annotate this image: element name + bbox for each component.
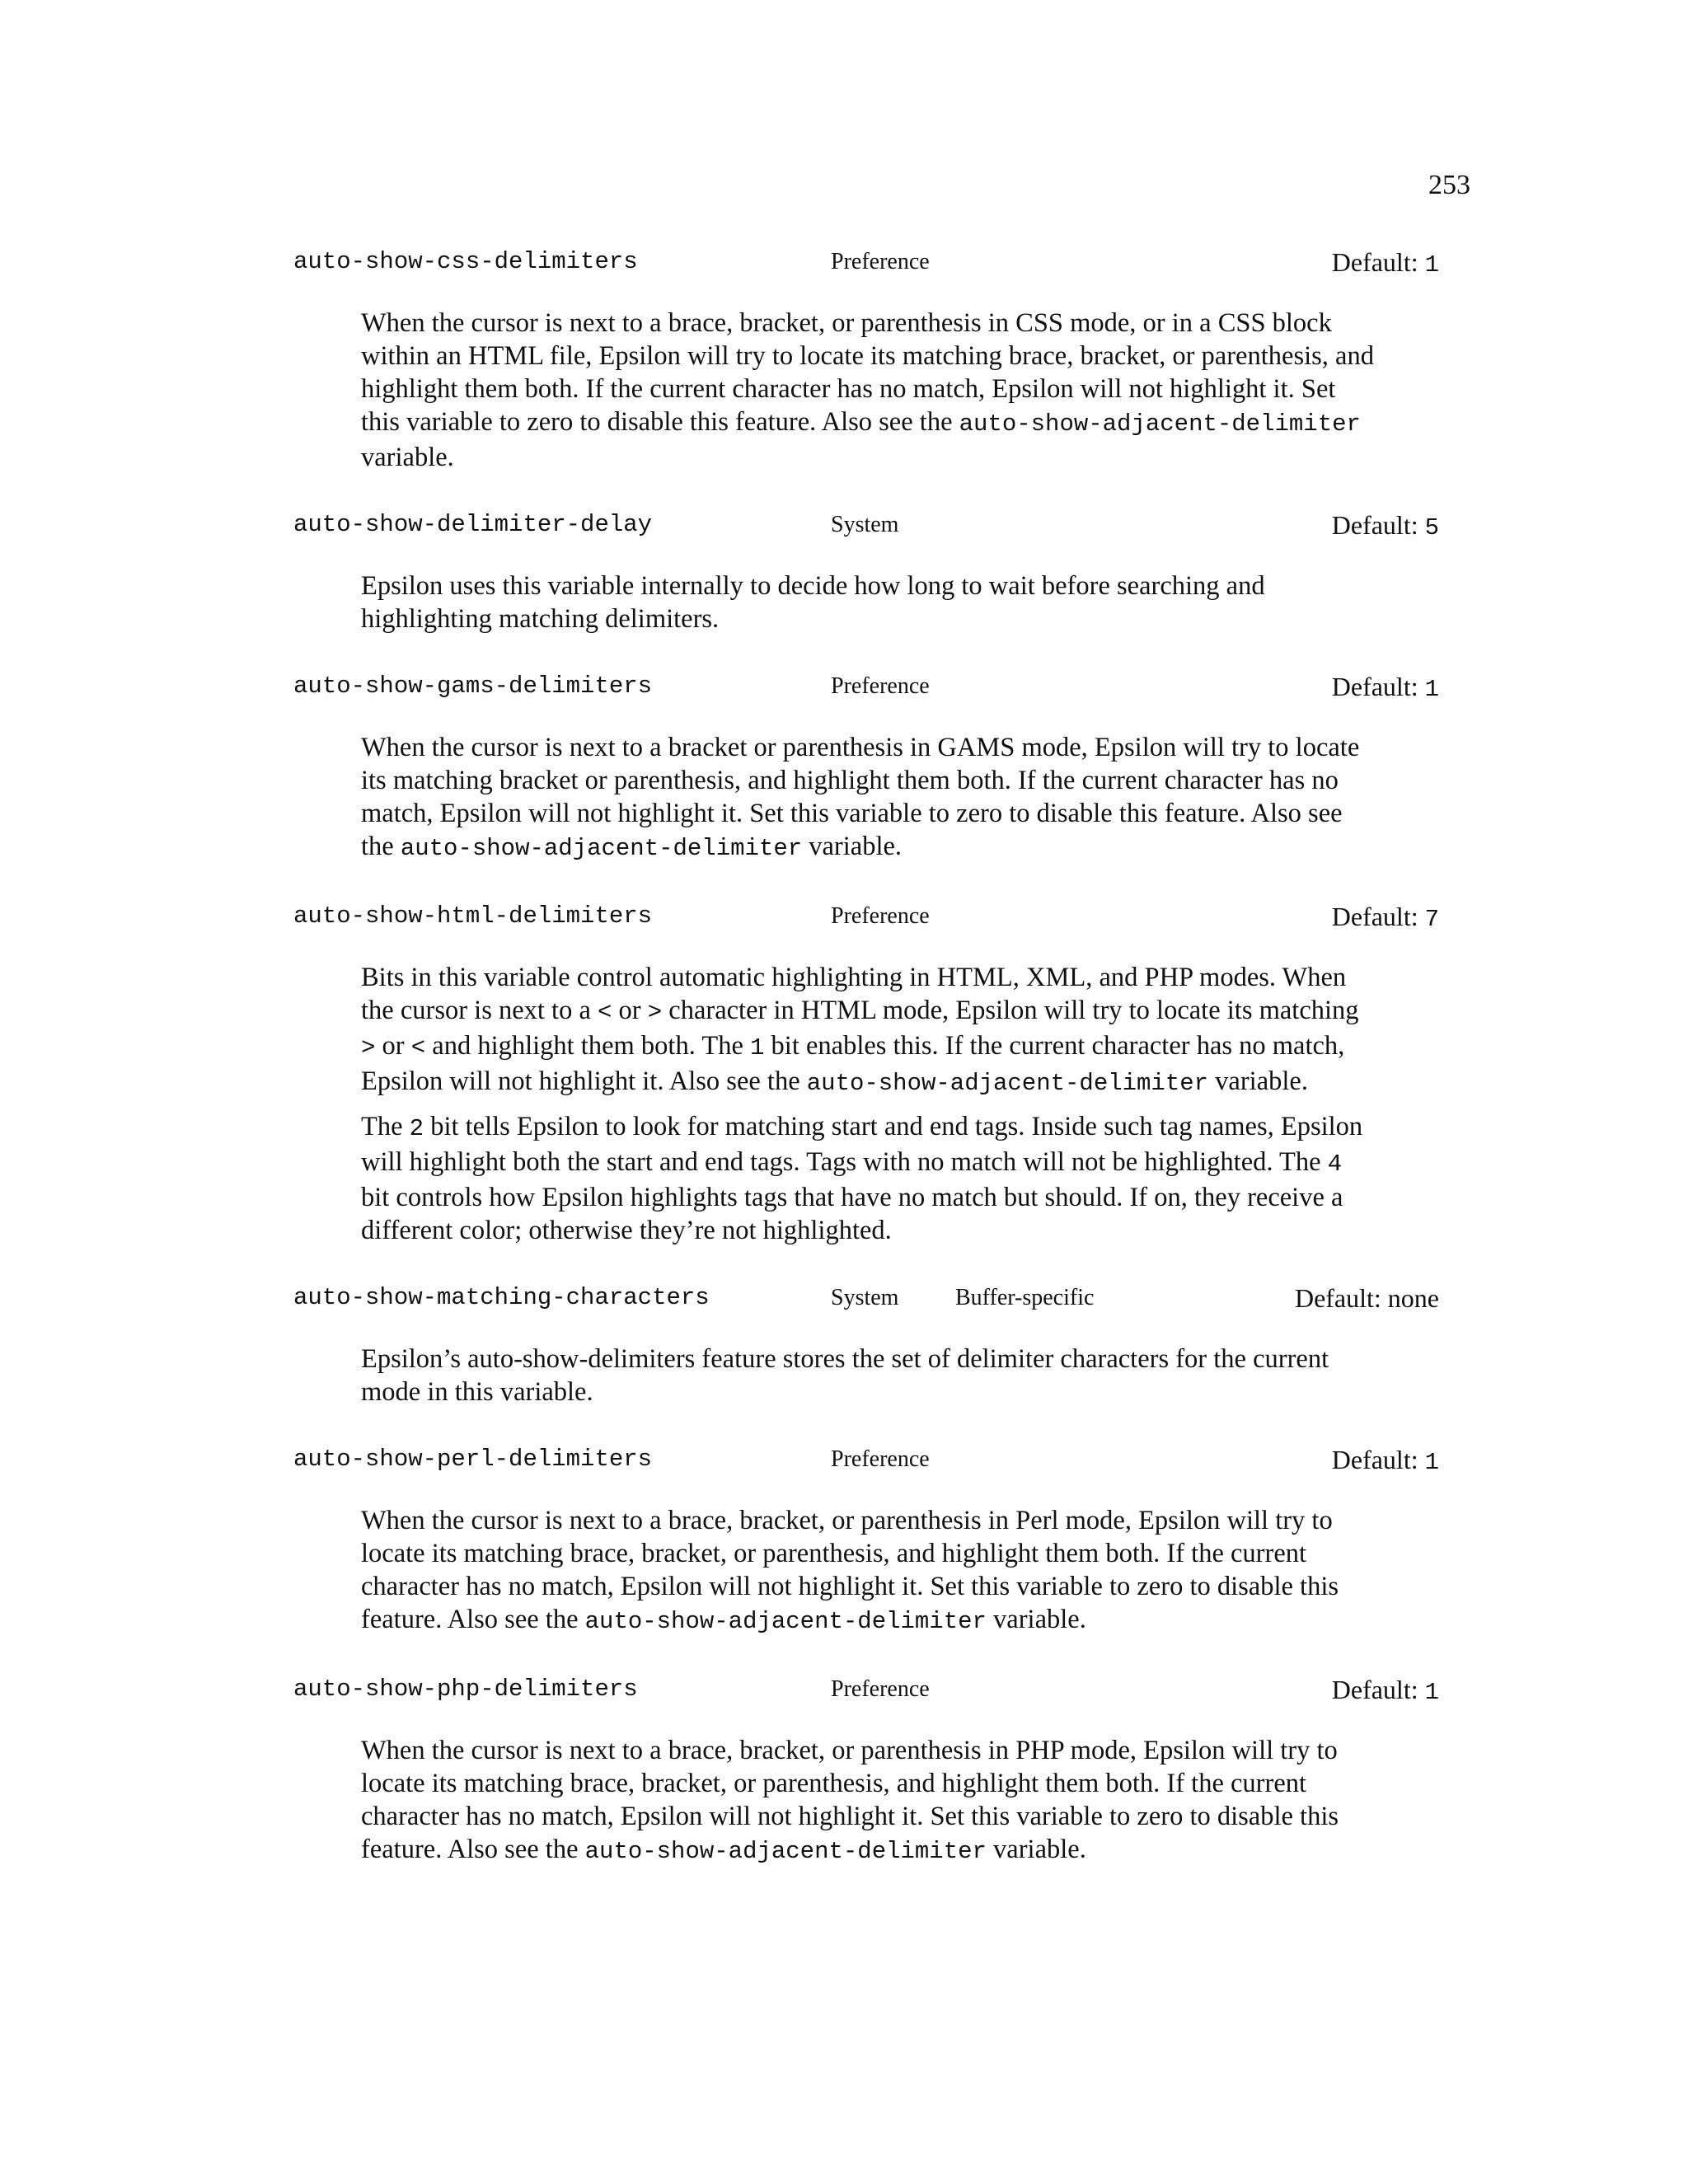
description-paragraph <box>361 731 1375 865</box>
variable-type: System <box>831 1285 899 1310</box>
code-reference: 2 <box>409 1115 424 1142</box>
entry-header <box>293 1670 1439 1709</box>
description-text: When the cursor is next to a brace, bracket, or parenthesis in PHP mode, Epsilon will try to locate its matching brace, bracket, or parenthesis, and highlight them both. If the current character has no match, Epsilon will not highlight it. Set this variable to zero to disable this feature. Also see the <box>361 1736 1339 1864</box>
description-text: variable. <box>802 832 903 861</box>
variable-entry <box>293 242 1439 474</box>
default-label: Default: <box>1331 247 1418 277</box>
description-text: variable. <box>361 443 454 472</box>
page-number: 253 <box>1428 170 1470 200</box>
entry-header <box>293 1278 1439 1318</box>
code-reference: > <box>361 1034 376 1062</box>
entry-description <box>361 1504 1375 1638</box>
variable-name: auto-show-matching-characters <box>293 1284 710 1311</box>
entry-header <box>293 505 1439 545</box>
default-value: 1 <box>1424 1679 1439 1706</box>
description-paragraph <box>361 1504 1375 1638</box>
variable-type: System <box>831 512 899 537</box>
default-value: 5 <box>1424 514 1439 541</box>
description-text: bit tells Epsilon to look for matching start and end tags. Inside such tag names, Epsilon will highlight both the start and end tags. Tags with no match will not be highlighted. The <box>361 1112 1363 1177</box>
entry-header <box>293 897 1439 936</box>
code-reference: < <box>598 999 612 1026</box>
description-paragraph <box>361 1734 1375 1868</box>
entry-description <box>361 1734 1375 1868</box>
description-text: bit controls how Epsilon highlights tags that have no match but should. If on, they receive a different color; otherwise they’re not highlighted. <box>361 1183 1343 1245</box>
variable-name: auto-show-html-delimiters <box>293 902 653 930</box>
code-reference: auto-show-adjacent-delimiter <box>400 835 803 862</box>
variable-entries <box>293 242 1439 1900</box>
code-reference: auto-show-adjacent-delimiter <box>584 1608 987 1635</box>
entry-description <box>361 961 1375 1247</box>
variable-type: Preference <box>831 1676 930 1702</box>
variable-name: auto-show-php-delimiters <box>293 1675 638 1703</box>
variable-entry <box>293 667 1439 865</box>
variable-name: auto-show-css-delimiters <box>293 248 638 275</box>
default-label: Default: <box>1331 510 1418 540</box>
code-reference: auto-show-adjacent-delimiter <box>959 410 1361 438</box>
variable-entry <box>293 1278 1439 1408</box>
default-value: 1 <box>1424 251 1439 279</box>
description-text: and highlight them both. The <box>425 1031 751 1061</box>
description-paragraph <box>361 569 1375 635</box>
default-label: Default: <box>1294 1283 1381 1313</box>
description-text: variable. <box>1208 1066 1308 1096</box>
variable-name: auto-show-gams-delimiters <box>293 673 653 700</box>
variable-name: auto-show-perl-delimiters <box>293 1446 653 1473</box>
description-paragraph <box>361 1110 1375 1247</box>
code-reference: auto-show-adjacent-delimiter <box>806 1070 1209 1097</box>
default-value: 1 <box>1424 1449 1439 1476</box>
default-label: Default: <box>1331 672 1418 701</box>
entry-description <box>361 1343 1375 1408</box>
description-paragraph <box>361 307 1375 474</box>
variable-entry <box>293 1440 1439 1638</box>
description-text: The <box>361 1112 410 1141</box>
description-text: or <box>375 1031 411 1061</box>
code-reference: < <box>410 1034 426 1062</box>
description-text: Epsilon uses this variable internally to decide how long to wait before searching and highlighting matching delimiters. <box>361 571 1265 634</box>
default-value: none <box>1387 1283 1439 1313</box>
variable-default <box>1332 667 1439 710</box>
variable-type: Preference <box>831 903 930 929</box>
default-value: 7 <box>1424 906 1439 933</box>
variable-scope: Buffer-specific <box>955 1285 1095 1310</box>
default-value: 1 <box>1424 676 1439 703</box>
variable-entry <box>293 1670 1439 1868</box>
description-text: variable. <box>986 1835 1086 1864</box>
variable-default <box>1332 242 1439 285</box>
description-text: When the cursor is next to a brace, bracket, or parenthesis in CSS mode, or in a CSS block within an HTML file, Epsilon will try to locate its matching brace, bracket, or parenthesis, and highlight them both. If the current character has no match, Epsilon will not highlight it. Set this variable to zero to disable this feature. Also see the <box>361 308 1374 437</box>
code-reference: > <box>647 999 663 1026</box>
description-text: variable. <box>986 1605 1086 1634</box>
entry-description <box>361 307 1375 474</box>
variable-default <box>1332 505 1439 548</box>
entry-header <box>293 1440 1439 1479</box>
default-label: Default: <box>1331 1675 1418 1704</box>
variable-default <box>1332 1670 1439 1713</box>
description-paragraph <box>361 961 1375 1100</box>
entry-header <box>293 667 1439 706</box>
description-paragraph <box>361 1343 1375 1408</box>
default-label: Default: <box>1331 902 1418 931</box>
variable-default <box>1332 1440 1439 1483</box>
variable-default <box>1295 1278 1439 1318</box>
code-reference: 1 <box>750 1034 765 1062</box>
code-reference: auto-show-adjacent-delimiter <box>584 1838 987 1865</box>
variable-name: auto-show-delimiter-delay <box>293 511 653 538</box>
variable-entry <box>293 505 1439 635</box>
entry-description <box>361 731 1375 865</box>
variable-type: Preference <box>831 249 930 274</box>
code-reference: 4 <box>1327 1151 1343 1178</box>
entry-description <box>361 569 1375 635</box>
description-text: character in HTML mode, Epsilon will try to locate its matching <box>662 996 1359 1025</box>
variable-entry <box>293 897 1439 1247</box>
description-text: Bits in this variable control automatic highlighting in HTML, XML, and PHP modes. When the cursor is next to a <box>361 963 1347 1025</box>
description-text: or <box>612 996 648 1025</box>
entry-header <box>293 242 1439 282</box>
description-text: bit enables this. If the current character has no match, Epsilon will not highlight it. Also see the <box>361 1031 1345 1096</box>
description-text: When the cursor is next to a brace, bracket, or parenthesis in Perl mode, Epsilon will try to locate its matching brace, bracket, or parenthesis, and highlight them both. If the current character has no match, Epsilon will not highlight it. Set this variable to zero to disable this feature. Also see the <box>361 1506 1339 1634</box>
variable-default <box>1332 897 1439 940</box>
description-text: Epsilon’s auto-show-delimiters feature stores the set of delimiter characters for the current mode in this variable. <box>361 1344 1329 1407</box>
variable-type: Preference <box>831 673 930 699</box>
description-text: When the cursor is next to a bracket or parenthesis in GAMS mode, Epsilon will try to locate its matching bracket or parenthesis, and highlight them both. If the current character has no match, Epsilon will not highlight it. Set this variable to zero to disable this feature. Also see the <box>361 733 1360 861</box>
default-label: Default: <box>1331 1445 1418 1474</box>
variable-type: Preference <box>831 1446 930 1472</box>
